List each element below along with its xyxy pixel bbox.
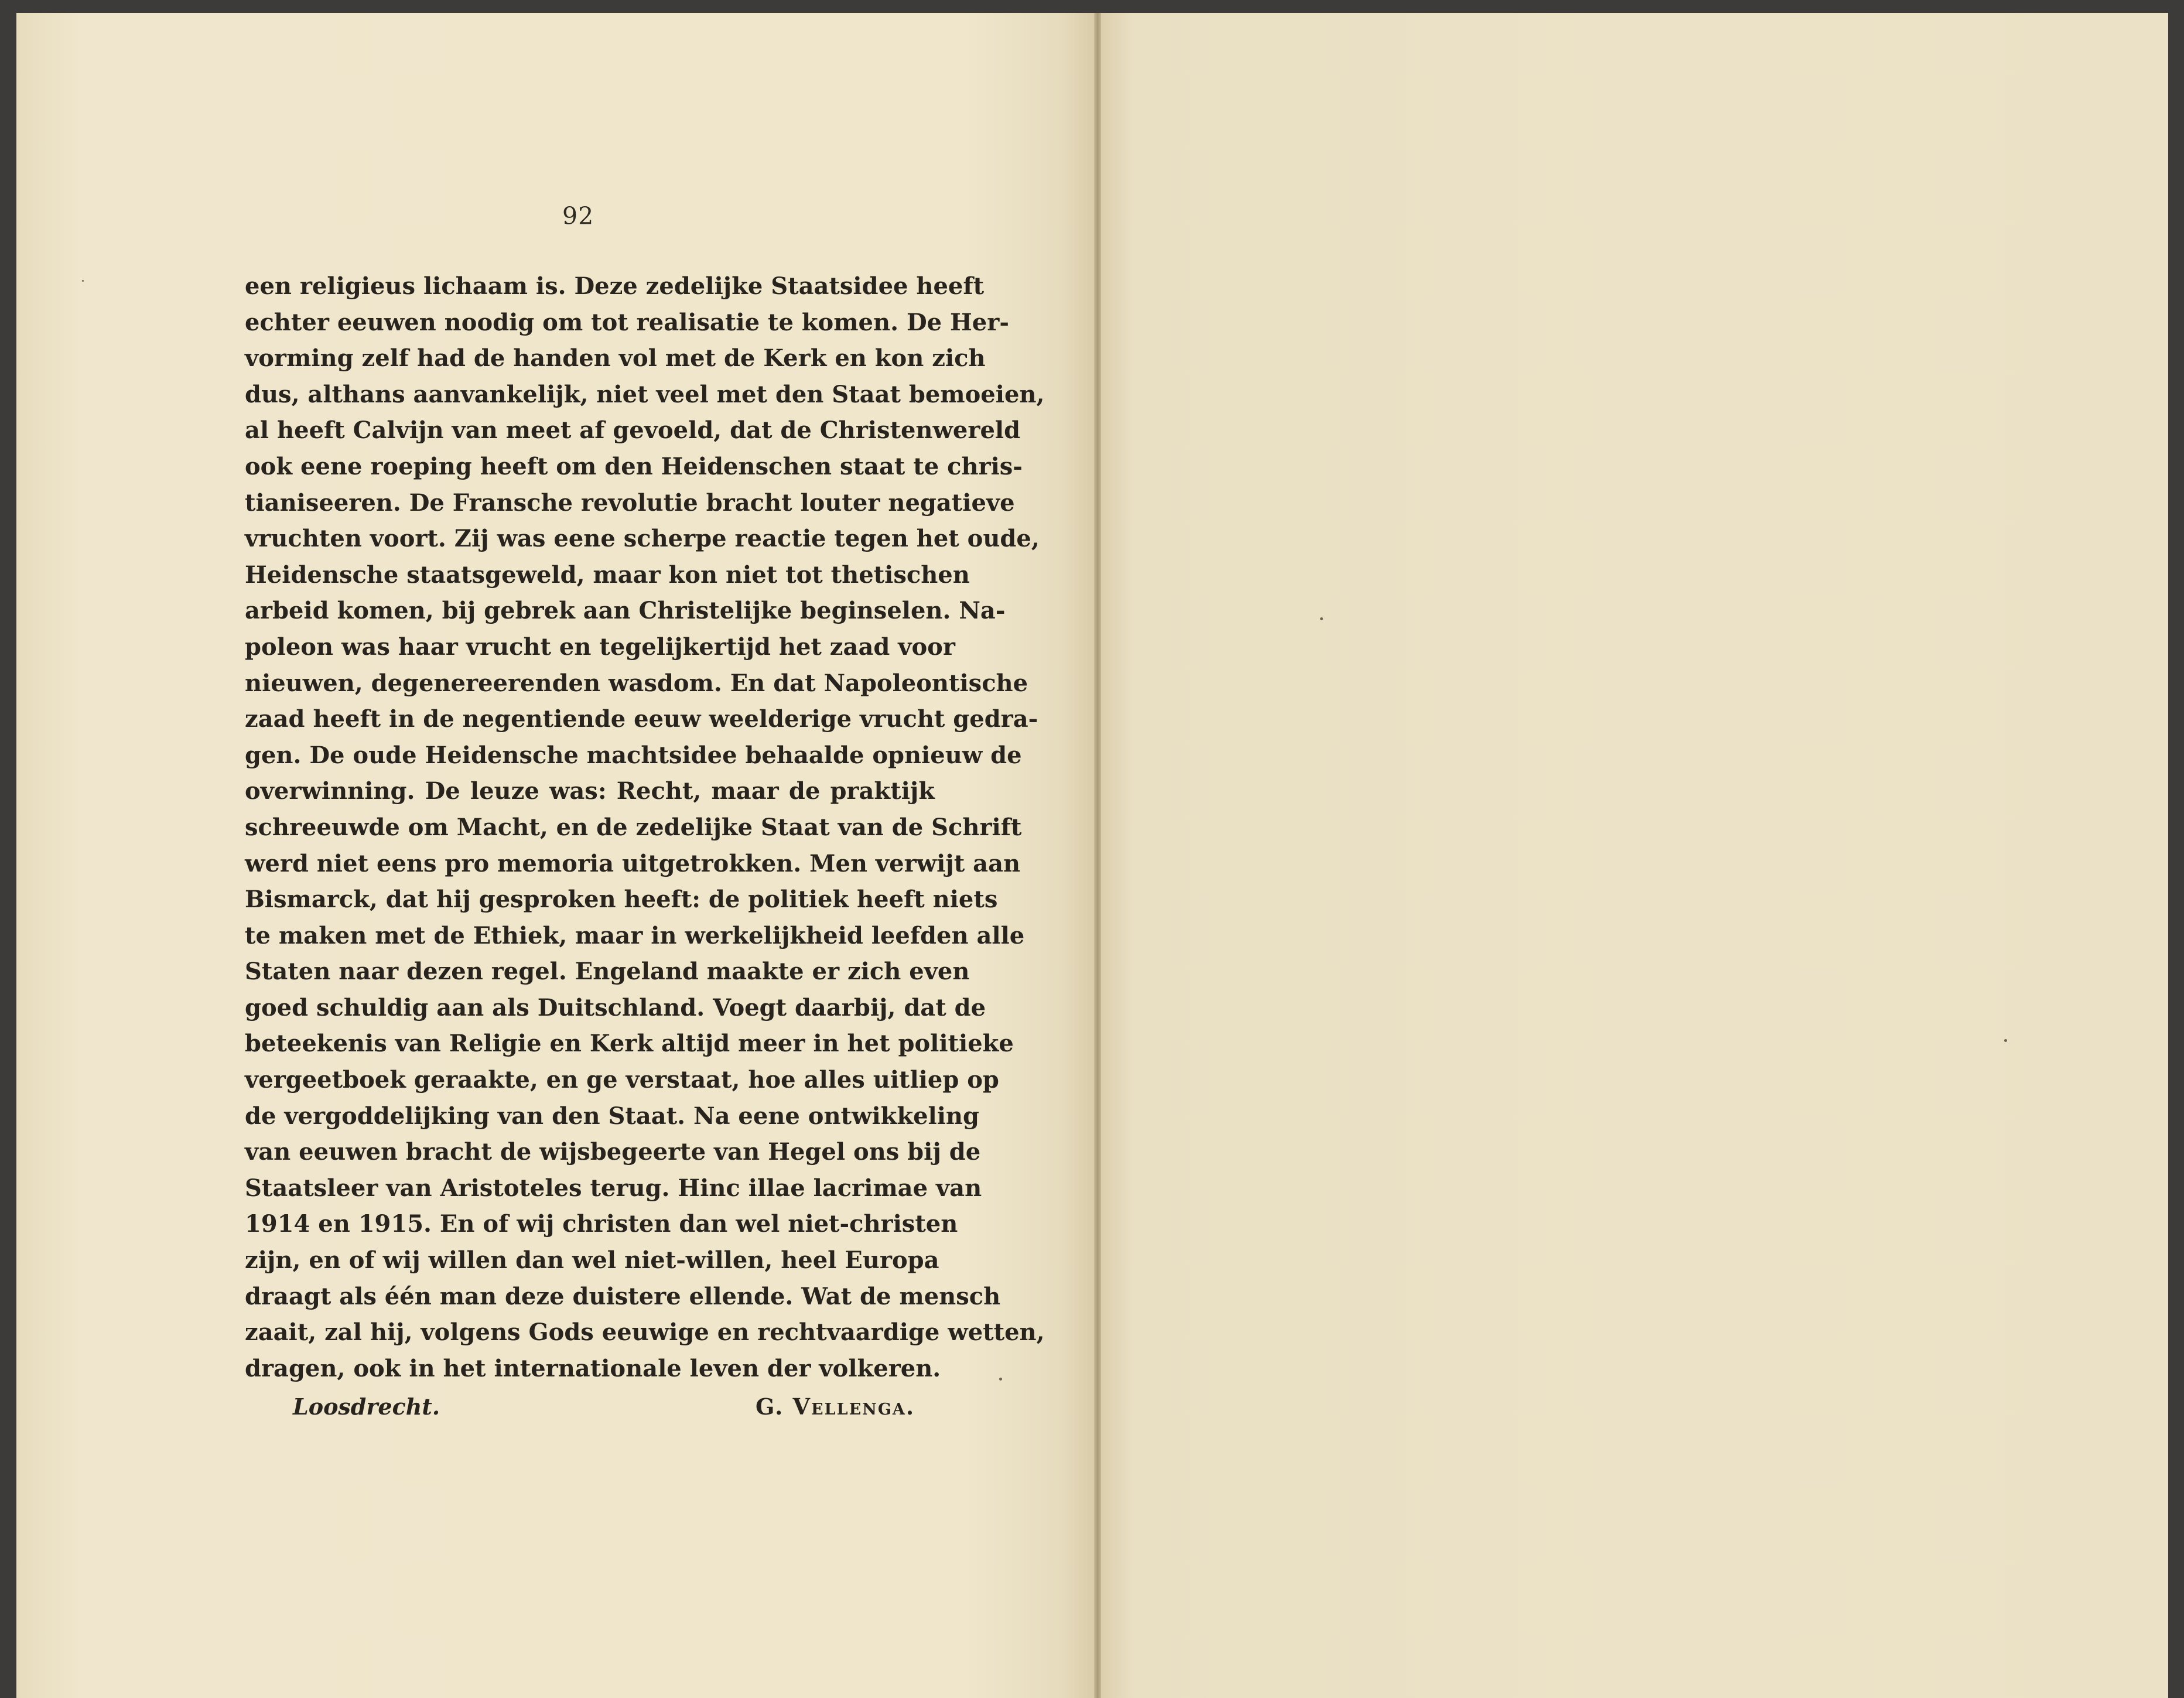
text-line: draagt als één man deze duistere ellende. Wat de mensch bbox=[245, 1282, 1001, 1310]
paper-speck bbox=[999, 1378, 1002, 1381]
text-line: Bismarck, dat hij gesproken heeft: de politiek heeft niets bbox=[245, 886, 998, 914]
body-text bbox=[245, 268, 1045, 1386]
text-line: zaait, zal hij, volgens Gods eeuwige en rechtvaardige wetten, bbox=[245, 1318, 1045, 1347]
text-line: de vergoddelijking van den Staat. Na eene ontwikkeling bbox=[245, 1102, 979, 1130]
signature-place: Loosdrecht. bbox=[293, 1393, 440, 1420]
text-line: al heeft Calvijn van meet af gevoeld, dat de Christenwereld bbox=[245, 416, 1021, 445]
paper-speck bbox=[2004, 1039, 2007, 1042]
text-line: echter eeuwen noodig om tot realisatie te komen. De Her- bbox=[245, 308, 1009, 336]
text-line: gen. De oude Heidensche machtsidee behaalde opnieuw de bbox=[245, 741, 1022, 769]
text-line: beteekenis van Religie en Kerk altijd meer in het politieke bbox=[245, 1030, 1014, 1058]
text-line: een religieus lichaam is. Deze zedelijke Staatsidee heeft bbox=[245, 272, 985, 300]
text-line: vorming zelf had de handen vol met de Kerk en kon zich bbox=[245, 344, 986, 373]
signature-author: G. Vellenga. bbox=[756, 1393, 915, 1420]
text-line: schreeuwde om Macht, en de zedelijke Staat van de Schrift bbox=[245, 813, 1022, 841]
text-line: poleon was haar vrucht en tegelijkertijd het zaad voor bbox=[245, 633, 955, 661]
text-line: vergeetboek geraakte, en ge verstaat, hoe alles uitliep op bbox=[245, 1066, 999, 1094]
paper-speck bbox=[82, 280, 84, 282]
text-line: te maken met de Ethiek, maar in werkelijkheid leefden alle bbox=[245, 921, 1025, 949]
text-line: vruchten voort. Zij was eene scherpe reactie tegen het oude, bbox=[245, 525, 1040, 553]
text-line: nieuwen, degenereerenden wasdom. En dat Napoleontische bbox=[245, 669, 1028, 697]
right-page-blank bbox=[1101, 13, 2168, 1698]
text-line: dus, althans aanvankelijk, niet veel met den Staat bemoeien, bbox=[245, 380, 1045, 408]
page-number: 92 bbox=[562, 202, 594, 230]
text-line: werd niet eens pro memoria uitgetrokken. Men verwijt aan bbox=[245, 849, 1021, 877]
text-line: goed schuldig aan als Duitschland. Voegt daarbij, dat de bbox=[245, 993, 986, 1021]
text-line: 1914 en 1915. En of wij christen dan wel niet-christen bbox=[245, 1210, 958, 1238]
text-line: ook eene roeping heeft om den Heidenschen staat te chris- bbox=[245, 452, 1023, 480]
text-line: Heidensche staatsgeweld, maar kon niet tot thetischen bbox=[245, 561, 970, 589]
text-line: zijn, en of wij willen dan wel niet-willen, heel Europa bbox=[245, 1246, 939, 1275]
text-line: Staten naar dezen regel. Engeland maakte er zich even bbox=[245, 958, 970, 986]
text-line: tianiseeren. De Fransche revolutie bracht louter negatieve bbox=[245, 488, 1015, 517]
text-line: van eeuwen bracht de wijsbegeerte van Hegel ons bij de bbox=[245, 1138, 981, 1166]
book-gutter bbox=[1094, 13, 1101, 1698]
text-line: overwinning. De leuze was: Recht, maar de praktijk bbox=[245, 777, 935, 805]
text-line: arbeid komen, bij gebrek aan Christelijke beginselen. Na- bbox=[245, 597, 1006, 625]
paper-speck bbox=[1320, 617, 1323, 620]
text-line: dragen, ook in het internationale leven der volkeren. bbox=[245, 1354, 941, 1382]
text-line: zaad heeft in de negentiende eeuw weelderige vrucht gedra- bbox=[245, 705, 1038, 733]
text-line: Staatsleer van Aristoteles terug. Hinc illae lacrimae van bbox=[245, 1174, 982, 1202]
